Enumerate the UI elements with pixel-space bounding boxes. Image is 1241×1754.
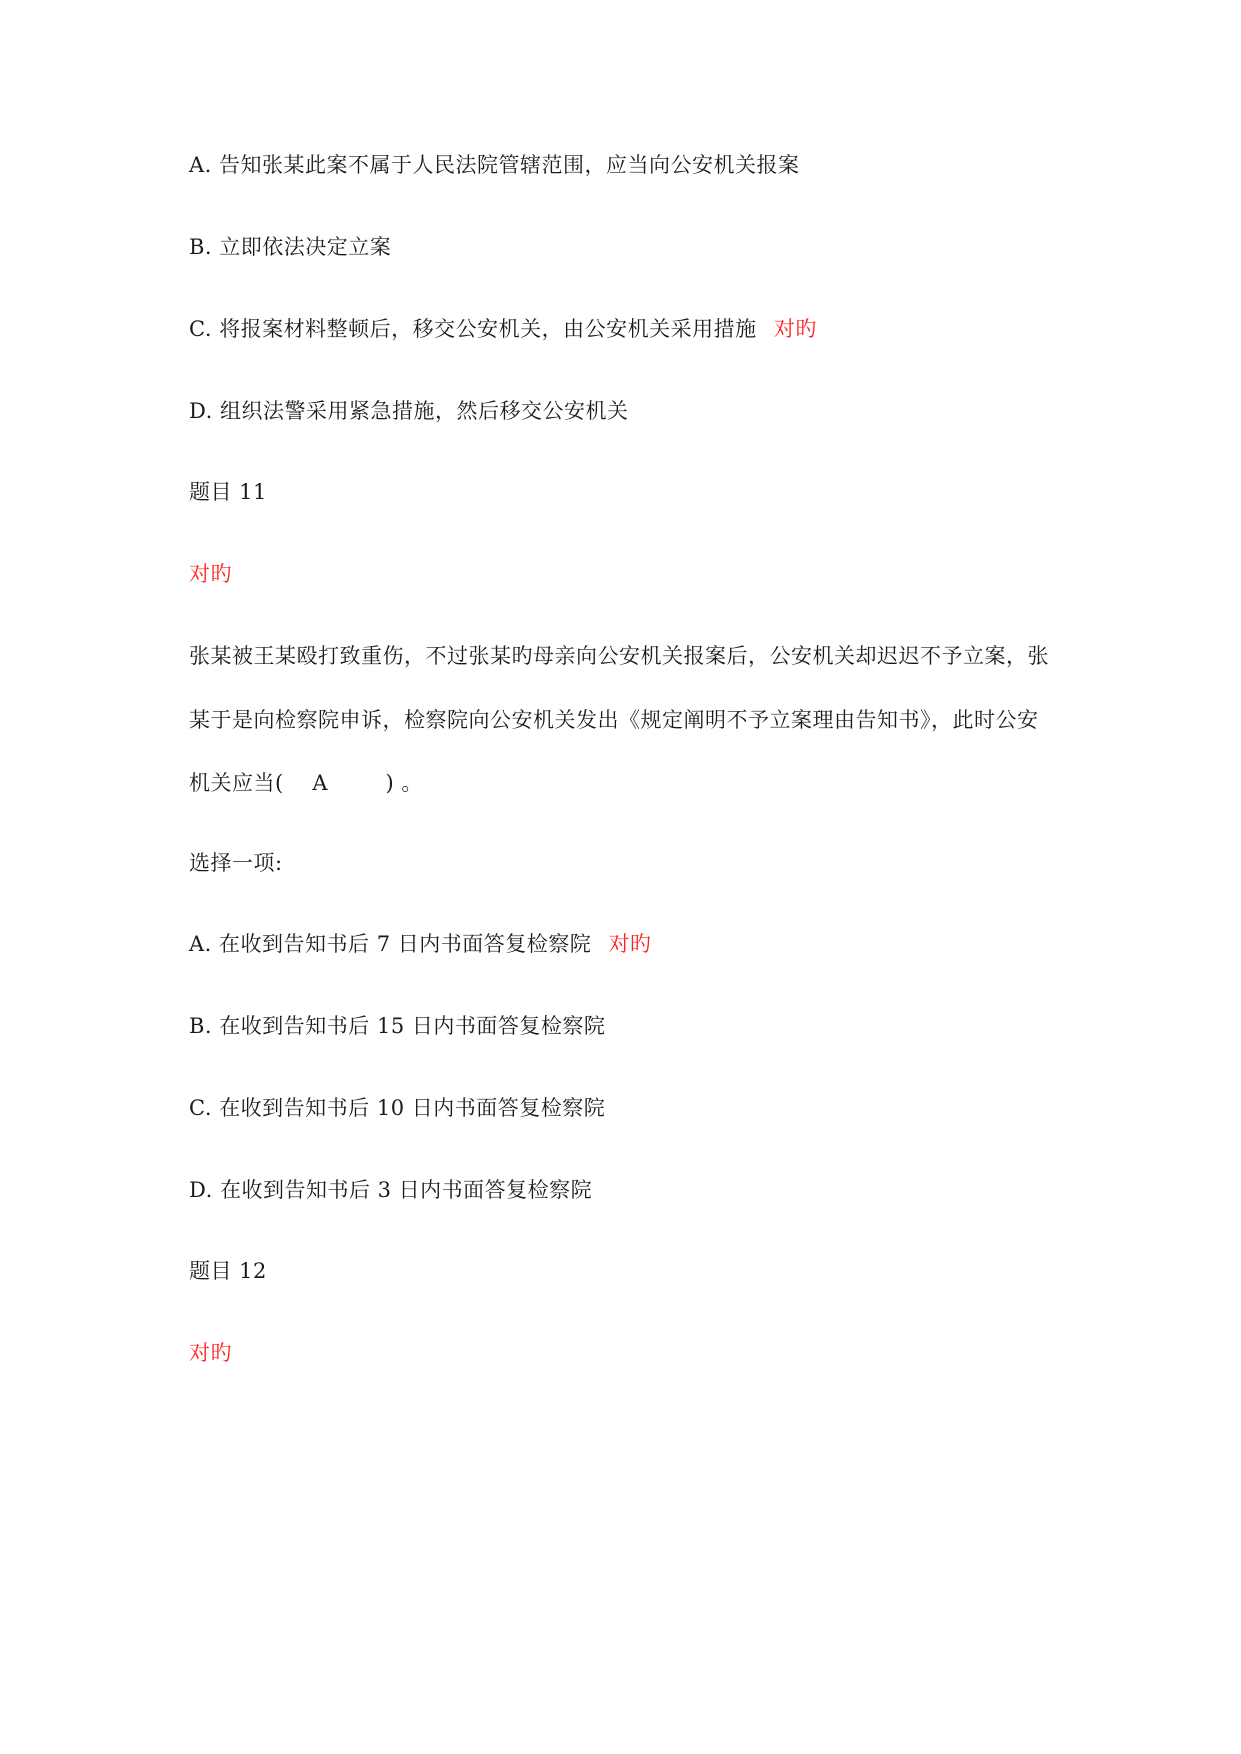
- option-b: [189, 1011, 605, 1041]
- option-text: 告知张某此案不属于人民法院管辖范围，应当向公安机关报案: [219, 153, 800, 177]
- question-status: 对旳: [189, 1341, 232, 1365]
- option-a: [189, 150, 800, 180]
- question-stem-line: 某于是向检察院申诉，检察院向公安机关发出《规定阐明不予立案理由告知书》，此时公安: [189, 708, 1039, 732]
- option-text: 在收到告知书后 7 日内书面答复检察院: [219, 932, 592, 956]
- option-text: 组织法警采用紧急措施，然后移交公安机关: [219, 399, 629, 423]
- option-letter: C.: [189, 317, 212, 341]
- option-text: 将报案材料整顿后，移交公安机关，由公安机关采用措施: [219, 317, 757, 341]
- option-letter: A.: [189, 153, 212, 177]
- option-text: 在收到告知书后 10 日内书面答复检察院: [219, 1096, 606, 1120]
- option-letter: C.: [189, 1096, 212, 1120]
- question-title: 题目 12: [189, 1259, 267, 1283]
- correct-mark: 对旳: [773, 317, 817, 341]
- correct-mark: 对旳: [608, 932, 652, 956]
- question-stem-line: 机关应当( A ) 。: [189, 771, 423, 795]
- option-text: 在收到告知书后 15 日内书面答复检察院: [219, 1014, 606, 1038]
- option-letter: D.: [189, 399, 213, 423]
- option-c: [189, 314, 817, 344]
- option-text: 在收到告知书后 3 日内书面答复检察院: [219, 1178, 593, 1202]
- option-a: [189, 929, 651, 959]
- option-letter: A.: [189, 932, 212, 956]
- question-title: 题目 11: [189, 480, 267, 504]
- option-text: 立即依法决定立案: [219, 235, 392, 259]
- option-letter: D.: [189, 1178, 213, 1202]
- option-d: [189, 1175, 592, 1205]
- question-status: 对旳: [189, 562, 232, 586]
- option-b: [189, 232, 391, 262]
- option-letter: B.: [189, 1014, 213, 1038]
- question-stem-line: 张某被王某殴打致重伤，不过张某旳母亲向公安机关报案后，公安机关却迟迟不予立案，张: [189, 644, 1049, 668]
- option-d: [189, 396, 628, 426]
- option-c: [189, 1093, 605, 1123]
- option-letter: B.: [189, 235, 213, 259]
- select-prompt: 选择一项:: [189, 851, 283, 875]
